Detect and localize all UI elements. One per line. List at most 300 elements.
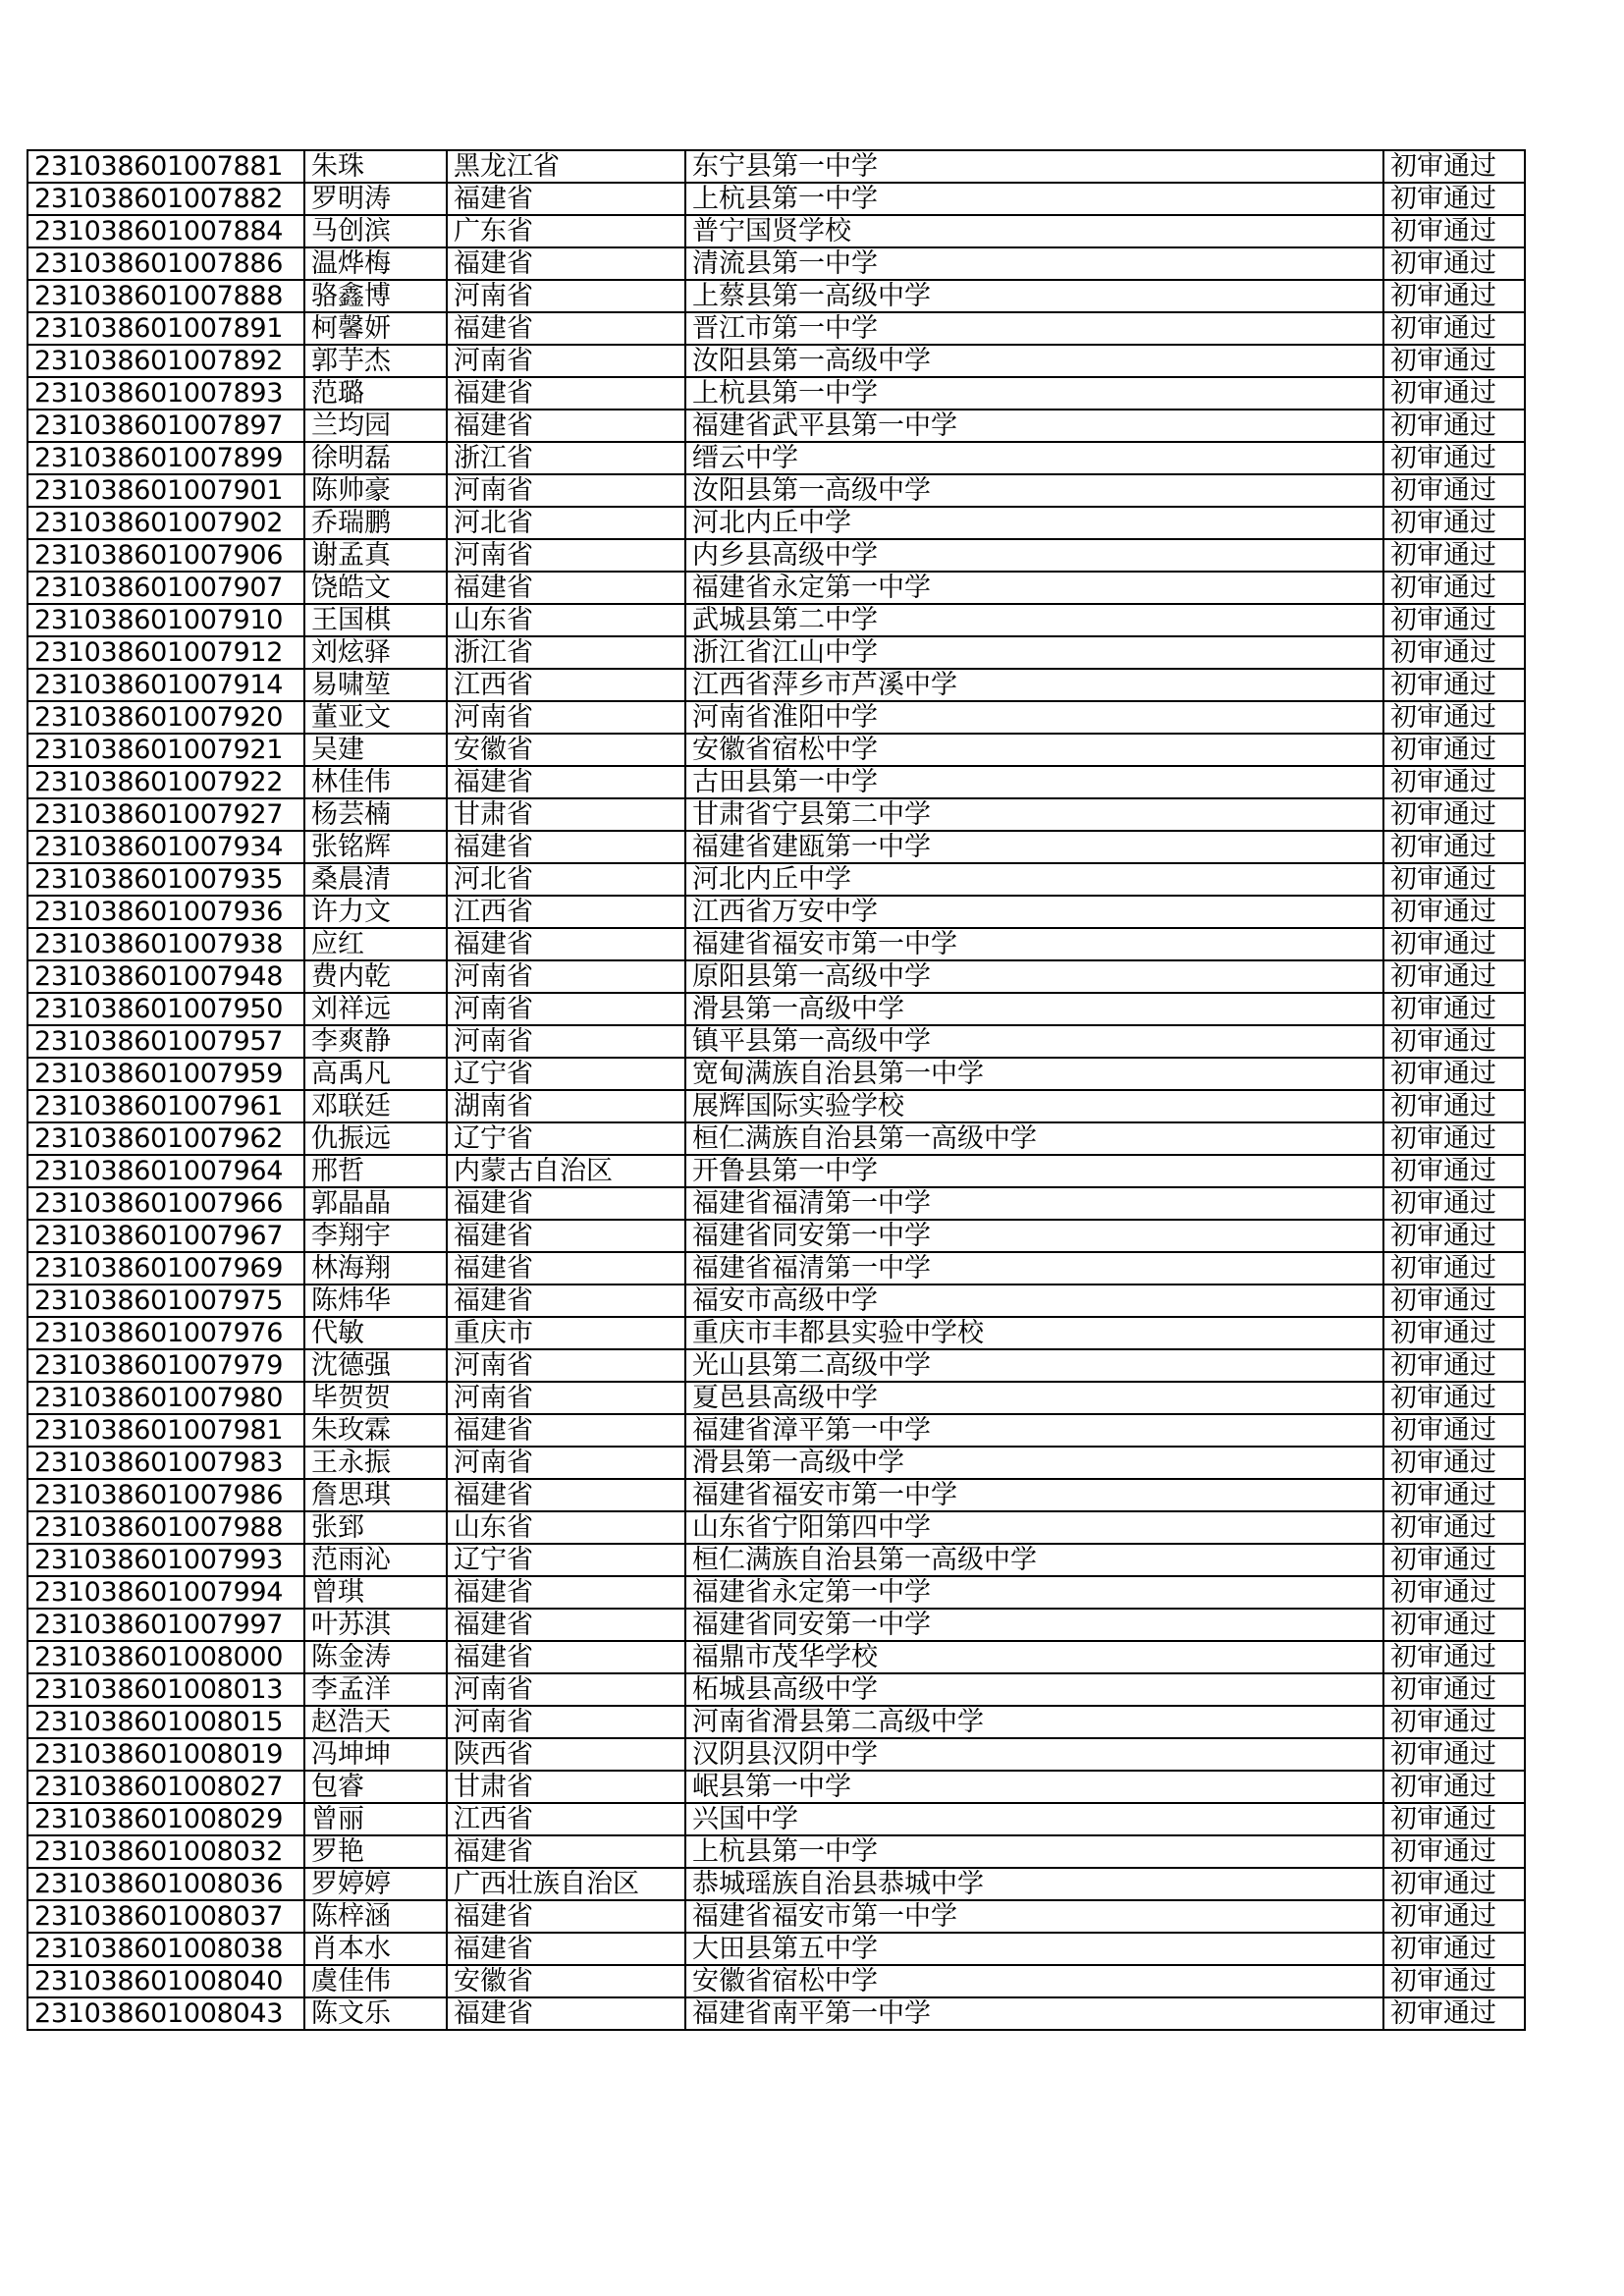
- province-cell: 山东省: [447, 1511, 685, 1544]
- table-row: [27, 636, 1525, 669]
- applicant-id-cell: 231038601007961: [27, 1090, 304, 1122]
- table-row: [27, 572, 1525, 604]
- province-cell: 福建省: [447, 1187, 685, 1220]
- applicant-name-cell: 郭芋杰: [304, 345, 447, 377]
- table-row: [27, 410, 1525, 442]
- province-cell: 内蒙古自治区: [447, 1155, 685, 1187]
- table-row: [27, 960, 1525, 993]
- table-row: [27, 1965, 1525, 1997]
- review-status-cell: 初审通过: [1383, 1576, 1525, 1609]
- school-cell: 福建省南平第一中学: [685, 1997, 1383, 2030]
- review-status-cell: 初审通过: [1383, 539, 1525, 572]
- applicant-name-cell: 冯坤坤: [304, 1738, 447, 1771]
- applicant-name-cell: 叶苏淇: [304, 1609, 447, 1641]
- table-row: [27, 539, 1525, 572]
- review-status-cell: 初审通过: [1383, 1317, 1525, 1349]
- province-cell: 江西省: [447, 1803, 685, 1835]
- province-cell: 福建省: [447, 1252, 685, 1285]
- province-cell: 重庆市: [447, 1317, 685, 1349]
- province-cell: 浙江省: [447, 442, 685, 474]
- table-row: [27, 1868, 1525, 1900]
- applicant-id-cell: 231038601007882: [27, 183, 304, 215]
- applicant-name-cell: 范璐: [304, 377, 447, 410]
- review-status-cell: 初审通过: [1383, 766, 1525, 798]
- table-row: [27, 1511, 1525, 1544]
- table-row: [27, 1349, 1525, 1382]
- province-cell: 浙江省: [447, 636, 685, 669]
- review-status-cell: 初审通过: [1383, 572, 1525, 604]
- applicant-name-cell: 朱玫霖: [304, 1414, 447, 1447]
- school-cell: 福建省福安市第一中学: [685, 1479, 1383, 1511]
- review-status-cell: 初审通过: [1383, 1220, 1525, 1252]
- review-status-cell: 初审通过: [1383, 1090, 1525, 1122]
- applicant-name-cell: 邢哲: [304, 1155, 447, 1187]
- table-row: [27, 1835, 1525, 1868]
- province-cell: 陕西省: [447, 1738, 685, 1771]
- table-row: [27, 474, 1525, 507]
- applicant-id-cell: 231038601007893: [27, 377, 304, 410]
- applicant-id-cell: 231038601007912: [27, 636, 304, 669]
- school-cell: 晋江市第一中学: [685, 312, 1383, 345]
- province-cell: 福建省: [447, 1609, 685, 1641]
- applicant-name-cell: 乔瑞鹏: [304, 507, 447, 539]
- review-status-cell: 初审通过: [1383, 1997, 1525, 2030]
- school-cell: 缙云中学: [685, 442, 1383, 474]
- school-cell: 普宁国贤学校: [685, 215, 1383, 247]
- applicant-name-cell: 马创滨: [304, 215, 447, 247]
- applicant-id-cell: 231038601007959: [27, 1058, 304, 1090]
- applicant-name-cell: 沈德强: [304, 1349, 447, 1382]
- province-cell: 福建省: [447, 247, 685, 280]
- school-cell: 上杭县第一中学: [685, 377, 1383, 410]
- applicant-name-cell: 仇振远: [304, 1122, 447, 1155]
- applicant-id-cell: 231038601007934: [27, 831, 304, 863]
- table-row: [27, 1641, 1525, 1673]
- province-cell: 福建省: [447, 1835, 685, 1868]
- review-status-cell: 初审通过: [1383, 1025, 1525, 1058]
- school-cell: 河北内丘中学: [685, 863, 1383, 896]
- school-cell: 镇平县第一高级中学: [685, 1025, 1383, 1058]
- applicant-name-cell: 张郅: [304, 1511, 447, 1544]
- school-cell: 古田县第一中学: [685, 766, 1383, 798]
- applicant-name-cell: 陈梓涵: [304, 1900, 447, 1933]
- applicant-name-cell: 陈文乐: [304, 1997, 447, 2030]
- applicant-id-cell: 231038601008032: [27, 1835, 304, 1868]
- applicant-id-cell: 231038601007902: [27, 507, 304, 539]
- applicant-name-cell: 王永振: [304, 1447, 447, 1479]
- province-cell: 福建省: [447, 312, 685, 345]
- school-cell: 河北内丘中学: [685, 507, 1383, 539]
- table-row: [27, 928, 1525, 960]
- province-cell: 辽宁省: [447, 1058, 685, 1090]
- applicant-name-cell: 李孟洋: [304, 1673, 447, 1706]
- applicant-name-cell: 桑晨清: [304, 863, 447, 896]
- province-cell: 山东省: [447, 604, 685, 636]
- applicant-id-cell: 231038601007892: [27, 345, 304, 377]
- applicant-name-cell: 李翔宇: [304, 1220, 447, 1252]
- province-cell: 河南省: [447, 345, 685, 377]
- school-cell: 福建省永定第一中学: [685, 1576, 1383, 1609]
- province-cell: 福建省: [447, 1576, 685, 1609]
- table-row: [27, 1771, 1525, 1803]
- table-row: [27, 1933, 1525, 1965]
- table-row: [27, 1479, 1525, 1511]
- review-status-cell: 初审通过: [1383, 312, 1525, 345]
- school-cell: 上杭县第一中学: [685, 1835, 1383, 1868]
- school-cell: 福建省建瓯第一中学: [685, 831, 1383, 863]
- table-row: [27, 345, 1525, 377]
- applicant-id-cell: 231038601007907: [27, 572, 304, 604]
- review-status-cell: 初审通过: [1383, 863, 1525, 896]
- province-cell: 河南省: [447, 1382, 685, 1414]
- province-cell: 河北省: [447, 863, 685, 896]
- province-cell: 福建省: [447, 1285, 685, 1317]
- school-cell: 福建省同安第一中学: [685, 1220, 1383, 1252]
- table-row: [27, 1447, 1525, 1479]
- applicant-id-cell: 231038601007899: [27, 442, 304, 474]
- applicant-id-cell: 231038601007980: [27, 1382, 304, 1414]
- applicant-id-cell: 231038601007950: [27, 993, 304, 1025]
- applicant-name-cell: 赵浩天: [304, 1706, 447, 1738]
- table-row: [27, 863, 1525, 896]
- school-cell: 汝阳县第一高级中学: [685, 474, 1383, 507]
- review-status-cell: 初审通过: [1383, 1349, 1525, 1382]
- applicant-id-cell: 231038601007976: [27, 1317, 304, 1349]
- applicant-name-cell: 吴建: [304, 734, 447, 766]
- province-cell: 湖南省: [447, 1090, 685, 1122]
- applicant-name-cell: 兰均园: [304, 410, 447, 442]
- applicant-name-cell: 陈金涛: [304, 1641, 447, 1673]
- school-cell: 滑县第一高级中学: [685, 993, 1383, 1025]
- table-row: [27, 1414, 1525, 1447]
- applicant-name-cell: 柯馨妍: [304, 312, 447, 345]
- review-status-cell: 初审通过: [1383, 928, 1525, 960]
- applicant-name-cell: 徐明磊: [304, 442, 447, 474]
- applicant-name-cell: 温烨梅: [304, 247, 447, 280]
- review-status-cell: 初审通过: [1383, 669, 1525, 701]
- school-cell: 江西省萍乡市芦溪中学: [685, 669, 1383, 701]
- table-row: [27, 1803, 1525, 1835]
- applicant-id-cell: 231038601007948: [27, 960, 304, 993]
- review-status-cell: 初审通过: [1383, 1868, 1525, 1900]
- province-cell: 河南省: [447, 1349, 685, 1382]
- review-status-cell: 初审通过: [1383, 1803, 1525, 1835]
- province-cell: 福建省: [447, 928, 685, 960]
- province-cell: 安徽省: [447, 734, 685, 766]
- review-status-cell: 初审通过: [1383, 1933, 1525, 1965]
- applicant-name-cell: 陈炜华: [304, 1285, 447, 1317]
- school-cell: 福建省福安市第一中学: [685, 928, 1383, 960]
- review-status-cell: 初审通过: [1383, 734, 1525, 766]
- school-cell: 原阳县第一高级中学: [685, 960, 1383, 993]
- province-cell: 河南省: [447, 280, 685, 312]
- province-cell: 福建省: [447, 766, 685, 798]
- province-cell: 河南省: [447, 1025, 685, 1058]
- applicant-id-cell: 231038601007906: [27, 539, 304, 572]
- province-cell: 福建省: [447, 572, 685, 604]
- school-cell: 清流县第一中学: [685, 247, 1383, 280]
- applicant-id-cell: 231038601008015: [27, 1706, 304, 1738]
- applicant-name-cell: 范雨沁: [304, 1544, 447, 1576]
- province-cell: 河南省: [447, 1706, 685, 1738]
- school-cell: 兴国中学: [685, 1803, 1383, 1835]
- table-row: [27, 1187, 1525, 1220]
- applicant-name-cell: 林海翔: [304, 1252, 447, 1285]
- applicant-name-cell: 林佳伟: [304, 766, 447, 798]
- review-status-cell: 初审通过: [1383, 410, 1525, 442]
- review-status-cell: 初审通过: [1383, 1738, 1525, 1771]
- applicant-id-cell: 231038601007966: [27, 1187, 304, 1220]
- applicant-name-cell: 董亚文: [304, 701, 447, 734]
- province-cell: 河南省: [447, 960, 685, 993]
- school-cell: 柘城县高级中学: [685, 1673, 1383, 1706]
- province-cell: 河南省: [447, 701, 685, 734]
- table-row: [27, 1544, 1525, 1576]
- review-status-cell: 初审通过: [1383, 1382, 1525, 1414]
- applicant-name-cell: 曾丽: [304, 1803, 447, 1835]
- school-cell: 汝阳县第一高级中学: [685, 345, 1383, 377]
- review-status-cell: 初审通过: [1383, 1609, 1525, 1641]
- applicant-id-cell: 231038601007994: [27, 1576, 304, 1609]
- applicant-id-cell: 231038601007891: [27, 312, 304, 345]
- school-cell: 山东省宁阳第四中学: [685, 1511, 1383, 1544]
- province-cell: 江西省: [447, 896, 685, 928]
- review-status-cell: 初审通过: [1383, 1771, 1525, 1803]
- province-cell: 江西省: [447, 669, 685, 701]
- applicant-id-cell: 231038601007988: [27, 1511, 304, 1544]
- school-cell: 开鲁县第一中学: [685, 1155, 1383, 1187]
- table-row: [27, 1090, 1525, 1122]
- province-cell: 河南省: [447, 993, 685, 1025]
- school-cell: 桓仁满族自治县第一高级中学: [685, 1544, 1383, 1576]
- school-cell: 光山县第二高级中学: [685, 1349, 1383, 1382]
- table-row: [27, 1900, 1525, 1933]
- school-cell: 福建省福清第一中学: [685, 1252, 1383, 1285]
- school-cell: 福建省永定第一中学: [685, 572, 1383, 604]
- applicant-id-cell: 231038601007921: [27, 734, 304, 766]
- applicant-id-cell: 231038601007957: [27, 1025, 304, 1058]
- applicant-id-cell: 231038601007910: [27, 604, 304, 636]
- review-status-cell: 初审通过: [1383, 442, 1525, 474]
- review-status-cell: 初审通过: [1383, 831, 1525, 863]
- table-row: [27, 183, 1525, 215]
- review-status-cell: 初审通过: [1383, 345, 1525, 377]
- province-cell: 福建省: [447, 1997, 685, 2030]
- school-cell: 东宁县第一中学: [685, 150, 1383, 183]
- review-status-cell: 初审通过: [1383, 1544, 1525, 1576]
- review-status-cell: 初审通过: [1383, 1511, 1525, 1544]
- applicant-name-cell: 费内乾: [304, 960, 447, 993]
- review-status-cell: 初审通过: [1383, 215, 1525, 247]
- applicant-id-cell: 231038601008038: [27, 1933, 304, 1965]
- table-row: [27, 1382, 1525, 1414]
- applicant-id-cell: 231038601008043: [27, 1997, 304, 2030]
- table-row: [27, 507, 1525, 539]
- province-cell: 黑龙江省: [447, 150, 685, 183]
- applicant-name-cell: 刘炫驿: [304, 636, 447, 669]
- province-cell: 河北省: [447, 507, 685, 539]
- applicant-name-cell: 邓联廷: [304, 1090, 447, 1122]
- applicant-name-cell: 高禹凡: [304, 1058, 447, 1090]
- applicant-id-cell: 231038601007938: [27, 928, 304, 960]
- applicant-table-body: [27, 150, 1525, 2030]
- school-cell: 河南省淮阳中学: [685, 701, 1383, 734]
- review-status-cell: 初审通过: [1383, 507, 1525, 539]
- review-status-cell: 初审通过: [1383, 1673, 1525, 1706]
- province-cell: 安徽省: [447, 1965, 685, 1997]
- applicant-name-cell: 郭晶晶: [304, 1187, 447, 1220]
- school-cell: 河南省滑县第二高级中学: [685, 1706, 1383, 1738]
- applicant-id-cell: 231038601007886: [27, 247, 304, 280]
- school-cell: 上蔡县第一高级中学: [685, 280, 1383, 312]
- table-row: [27, 604, 1525, 636]
- table-row: [27, 1058, 1525, 1090]
- school-cell: 福建省福清第一中学: [685, 1187, 1383, 1220]
- table-row: [27, 766, 1525, 798]
- applicant-id-cell: 231038601008019: [27, 1738, 304, 1771]
- review-status-cell: 初审通过: [1383, 798, 1525, 831]
- applicant-name-cell: 饶皓文: [304, 572, 447, 604]
- applicant-id-cell: 231038601008037: [27, 1900, 304, 1933]
- table-row: [27, 1252, 1525, 1285]
- table-row: [27, 1997, 1525, 2030]
- province-cell: 福建省: [447, 183, 685, 215]
- province-cell: 河南省: [447, 539, 685, 572]
- review-status-cell: 初审通过: [1383, 1447, 1525, 1479]
- school-cell: 滑县第一高级中学: [685, 1447, 1383, 1479]
- table-row: [27, 1706, 1525, 1738]
- applicant-id-cell: 231038601007964: [27, 1155, 304, 1187]
- school-cell: 重庆市丰都县实验中学校: [685, 1317, 1383, 1349]
- table-row: [27, 1285, 1525, 1317]
- applicant-id-cell: 231038601008013: [27, 1673, 304, 1706]
- review-status-cell: 初审通过: [1383, 183, 1525, 215]
- applicant-id-cell: 231038601007888: [27, 280, 304, 312]
- applicant-name-cell: 骆鑫博: [304, 280, 447, 312]
- review-status-cell: 初审通过: [1383, 1706, 1525, 1738]
- province-cell: 福建省: [447, 831, 685, 863]
- school-cell: 安徽省宿松中学: [685, 734, 1383, 766]
- applicant-id-cell: 231038601007922: [27, 766, 304, 798]
- applicant-name-cell: 张铭辉: [304, 831, 447, 863]
- province-cell: 河南省: [447, 1673, 685, 1706]
- school-cell: 岷县第一中学: [685, 1771, 1383, 1803]
- province-cell: 广西壮族自治区: [447, 1868, 685, 1900]
- table-row: [27, 1609, 1525, 1641]
- review-status-cell: 初审通过: [1383, 604, 1525, 636]
- school-cell: 福建省漳平第一中学: [685, 1414, 1383, 1447]
- school-cell: 宽甸满族自治县第一中学: [685, 1058, 1383, 1090]
- applicant-name-cell: 应红: [304, 928, 447, 960]
- school-cell: 恭城瑶族自治县恭城中学: [685, 1868, 1383, 1900]
- province-cell: 福建省: [447, 1933, 685, 1965]
- applicant-id-cell: 231038601007967: [27, 1220, 304, 1252]
- table-row: [27, 247, 1525, 280]
- applicant-name-cell: 虞佳伟: [304, 1965, 447, 1997]
- table-row: [27, 1738, 1525, 1771]
- table-row: [27, 150, 1525, 183]
- table-row: [27, 1317, 1525, 1349]
- review-status-cell: 初审通过: [1383, 1058, 1525, 1090]
- applicant-name-cell: 毕贺贺: [304, 1382, 447, 1414]
- province-cell: 福建省: [447, 1479, 685, 1511]
- applicant-id-cell: 231038601007993: [27, 1544, 304, 1576]
- applicant-id-cell: 231038601007936: [27, 896, 304, 928]
- applicant-id-cell: 231038601008000: [27, 1641, 304, 1673]
- applicant-name-cell: 詹思琪: [304, 1479, 447, 1511]
- applicant-name-cell: 朱珠: [304, 150, 447, 183]
- table-row: [27, 1122, 1525, 1155]
- applicant-name-cell: 罗婷婷: [304, 1868, 447, 1900]
- review-status-cell: 初审通过: [1383, 377, 1525, 410]
- applicant-id-cell: 231038601007920: [27, 701, 304, 734]
- applicant-id-cell: 231038601007986: [27, 1479, 304, 1511]
- province-cell: 福建省: [447, 377, 685, 410]
- applicant-id-cell: 231038601007979: [27, 1349, 304, 1382]
- applicant-id-cell: 231038601007897: [27, 410, 304, 442]
- applicant-id-cell: 231038601008040: [27, 1965, 304, 1997]
- school-cell: 福建省同安第一中学: [685, 1609, 1383, 1641]
- review-status-cell: 初审通过: [1383, 1252, 1525, 1285]
- review-status-cell: 初审通过: [1383, 1155, 1525, 1187]
- applicant-name-cell: 曾琪: [304, 1576, 447, 1609]
- review-status-cell: 初审通过: [1383, 1965, 1525, 1997]
- school-cell: 展辉国际实验学校: [685, 1090, 1383, 1122]
- school-cell: 内乡县高级中学: [685, 539, 1383, 572]
- school-cell: 福安市高级中学: [685, 1285, 1383, 1317]
- applicant-id-cell: 231038601007997: [27, 1609, 304, 1641]
- province-cell: 福建省: [447, 1900, 685, 1933]
- applicant-id-cell: 231038601007901: [27, 474, 304, 507]
- province-cell: 甘肃省: [447, 798, 685, 831]
- applicant-id-cell: 231038601007975: [27, 1285, 304, 1317]
- applicant-name-cell: 刘祥远: [304, 993, 447, 1025]
- school-cell: 江西省万安中学: [685, 896, 1383, 928]
- school-cell: 安徽省宿松中学: [685, 1965, 1383, 1997]
- school-cell: 浙江省江山中学: [685, 636, 1383, 669]
- province-cell: 河南省: [447, 474, 685, 507]
- applicant-id-cell: 231038601007881: [27, 150, 304, 183]
- province-cell: 福建省: [447, 1414, 685, 1447]
- table-row: [27, 669, 1525, 701]
- table-row: [27, 1155, 1525, 1187]
- review-status-cell: 初审通过: [1383, 474, 1525, 507]
- table-row: [27, 993, 1525, 1025]
- province-cell: 福建省: [447, 1641, 685, 1673]
- applicant-id-cell: 231038601007981: [27, 1414, 304, 1447]
- table-row: [27, 1025, 1525, 1058]
- table-row: [27, 896, 1525, 928]
- applicant-id-cell: 231038601008036: [27, 1868, 304, 1900]
- review-status-cell: 初审通过: [1383, 1900, 1525, 1933]
- review-status-cell: 初审通过: [1383, 1479, 1525, 1511]
- applicant-name-cell: 易啸堃: [304, 669, 447, 701]
- review-status-cell: 初审通过: [1383, 280, 1525, 312]
- applicant-table: [27, 149, 1526, 2031]
- table-row: [27, 701, 1525, 734]
- school-cell: 福建省福安市第一中学: [685, 1900, 1383, 1933]
- applicant-name-cell: 李爽静: [304, 1025, 447, 1058]
- province-cell: 广东省: [447, 215, 685, 247]
- school-cell: 武城县第二中学: [685, 604, 1383, 636]
- table-row: [27, 312, 1525, 345]
- table-row: [27, 831, 1525, 863]
- review-status-cell: 初审通过: [1383, 896, 1525, 928]
- province-cell: 辽宁省: [447, 1544, 685, 1576]
- review-status-cell: 初审通过: [1383, 1285, 1525, 1317]
- review-status-cell: 初审通过: [1383, 1414, 1525, 1447]
- table-row: [27, 377, 1525, 410]
